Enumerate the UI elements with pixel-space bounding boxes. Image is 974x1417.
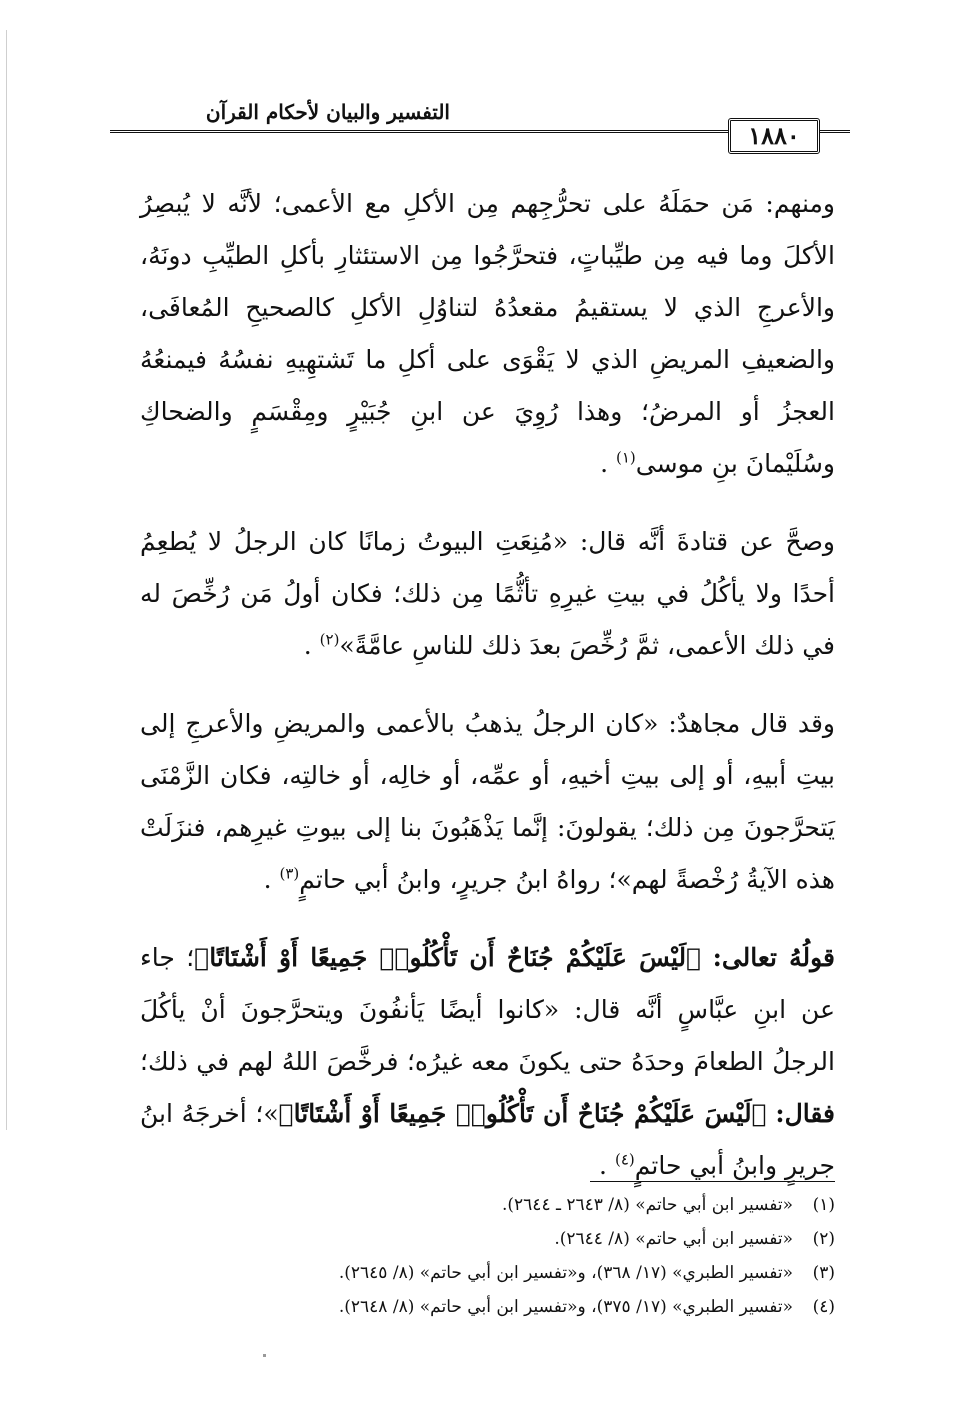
paragraph-1-end: .	[600, 449, 609, 478]
footnote-ref-1: (١)	[615, 448, 636, 467]
paragraph-3-end: .	[263, 865, 272, 894]
header-rule-left	[110, 130, 728, 133]
footnote-number: (٤)	[812, 1297, 835, 1317]
paragraph-3-text: وقد قال مجاهدٌ: «كان الرجلُ يذهبُ بالأعمى والمريضِ والأعرجِ إلى بيتِ أبيهِ، أو إلى بيتِ أخيهِ، أو عمِّه، أو خالِه، أو خالتِه، فكان الزَّمْنَى يَتحرَّجونَ مِن ذلك؛ يقولونَ: إنَّما يَذْهَبُونَ بنا إلى بيوتِ غيرِهم، فنزَلَتْ هذه الآيةُ رُخْصةً لهم»؛ رواهُ ابنُ جريرٍ، وابنُ أبي حاتمٍ	[140, 709, 835, 894]
paragraph-2	[140, 516, 835, 672]
footnote-text: «تفسير ابن أبي حاتم» (٨/ ٢٦٤٤).	[554, 1229, 793, 1249]
footnote-number: (٢)	[812, 1229, 835, 1249]
quran-verse: ﴿لَيْسَ عَلَيْكُمْ جُنَاحٌ أَن تَأْكُلُوا۟ جَمِيعًا أَوْ أَشْتَاتًا﴾	[194, 943, 702, 972]
paragraph-4-text-a: ؛ جاء عن ابنِ عبَّاسٍ أنَّه قال: «كانوا أيضًا يَأنفُونَ ويتحرَّجونَ أنْ يأكُلَ الرجلُ الطعامَ وحدَهُ حتى يكونَ معه غيرُه؛ فرخَّصَ اللهُ لهم في ذلك؛	[140, 943, 835, 1076]
paragraph-2-text: وصحَّ عن قتادةَ أنَّه قال: «مُنِعَتِ البيوتُ زمانًا كان الرجلُ لا يُطعِمُ أحدًا ولا يأكُلُ في بيتِ غيرِهِ تأثُّمًا مِن ذلك؛ فكان أولُ مَن رُخِّصَ له في ذلك الأعمى، ثمَّ رُخِّصَ بعدَ ذلك للناسِ عامَّةً»	[140, 527, 835, 660]
footnote-text: «تفسير ابن أبي حاتم» (٨/ ٢٦٤٣ ـ ٢٦٤٤).	[502, 1195, 793, 1215]
footnote-4	[140, 1290, 835, 1324]
footnote-number: (١)	[812, 1195, 835, 1215]
footnote-1	[140, 1188, 835, 1222]
footnote-ref-2: (٢)	[319, 630, 340, 649]
footnote-2	[140, 1222, 835, 1256]
footnote-3	[140, 1256, 835, 1290]
footnotes	[140, 1188, 835, 1324]
running-title: التفسير والبيان لأحكام القرآن	[205, 100, 450, 124]
verse-heading-2: فقال:	[775, 1099, 835, 1128]
footnote-ref-3: (٣)	[279, 864, 300, 883]
quran-verse-2: ﴿لَيْسَ عَلَيْكُمْ جُنَاحٌ أَن تَأْكُلُوا۟ جَمِيعًا أَوْ أَشْتَاتًا﴾	[278, 1099, 767, 1128]
scan-speck	[263, 1354, 266, 1357]
footnote-separator	[590, 1181, 835, 1182]
header-rule-right	[820, 130, 850, 133]
paragraph-4-end: .	[599, 1151, 607, 1180]
paragraph-4	[140, 932, 835, 1192]
page-edge-line	[6, 30, 7, 1130]
verse-heading: قولُهُ تعالى:	[712, 943, 835, 972]
page-number: ١٨٨٠	[728, 118, 820, 154]
footnote-number: (٣)	[812, 1263, 835, 1283]
paragraph-4-text-b: »؛ أخرجَهُ ابنُ جريرٍ وابنُ أبي حاتمٍ	[140, 1099, 835, 1180]
paragraph-2-end: .	[303, 631, 312, 660]
paragraph-3	[140, 698, 835, 906]
footnote-text: «تفسير الطبري» (١٧/ ٣٦٨)، و«تفسير ابن أبي حاتم» (٨/ ٢٦٤٥).	[338, 1263, 793, 1283]
page-header	[110, 96, 840, 156]
paragraph-1	[140, 178, 835, 490]
main-text	[140, 178, 835, 1192]
footnote-text: «تفسير الطبري» (١٧/ ٣٧٥)، و«تفسير ابن أبي حاتم» (٨/ ٢٦٤٨).	[338, 1297, 793, 1317]
paragraph-1-text: ومنهم: مَن حمَلَهُ على تحرُّجِهم مِن الأكلِ مع الأعمى؛ لأنَّه لا يُبصِرُ الأكلَ وما فيه مِن طيِّباتٍ، فتحرَّجُوا مِن الاستئثارِ بأكلِ الطيِّبِ دونَهُ، والأعرجِ الذي لا يستقيمُ مقعدُهُ لتناوُلِ الأكلِ كالصحيحِ المُعافَى، والضعيفِ المريضِ الذي لا يَقْوَى على أكلِ ما تَشتهِيهِ نفسُهُ فيمنعُهُ العجزُ أو المرضُ؛ وهذا رُوِيَ عن ابنِ جُبَيْرٍ ومِقْسَمٍ والضحاكِ وسُلَيْمانَ بنِ موسى	[140, 189, 835, 478]
footnote-ref-4: (٤)	[614, 1150, 635, 1169]
